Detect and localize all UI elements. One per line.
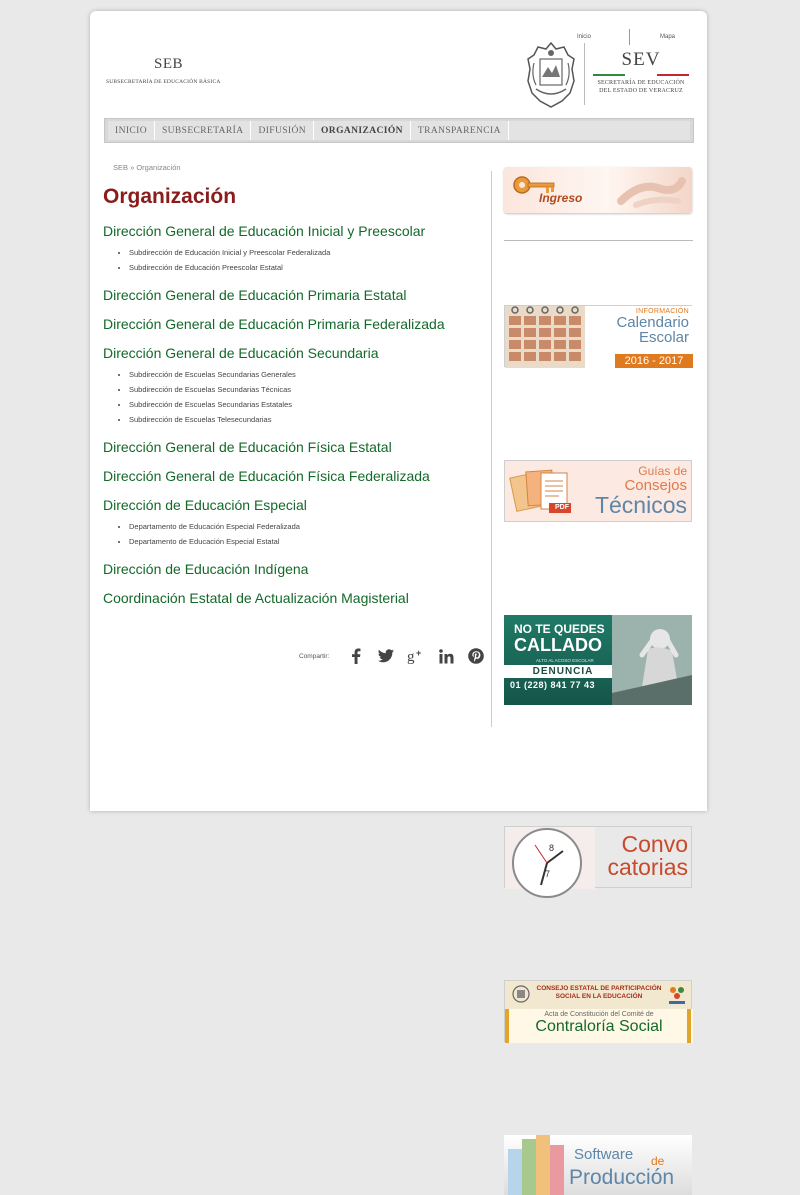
sev-name-line1: SECRETARÍA DE EDUCACIÓN [597,80,685,86]
documents-icon [511,465,579,521]
section-link-especial[interactable]: Dirección de Educación Especial [103,497,307,513]
sev-name-line2: DEL ESTADO DE VERACRUZ [599,88,683,94]
organization-list [103,223,483,607]
page-container [90,11,707,1189]
share-label: Compartir: [299,652,330,660]
sub-item[interactable]: • Subdirección de Educación Inicial y Preescolar Federalizada [129,245,483,260]
section-link-fisica-estatal[interactable]: Dirección General de Educación Física Estatal [103,439,392,455]
seb-abbr: SEB [154,56,184,72]
software-line1: Software [574,1146,634,1163]
hands-image [616,171,686,209]
acoso-line1: NO TE QUEDES [514,622,605,636]
svg-text:+: + [416,648,422,658]
main-nav [104,118,694,143]
google-plus-icon[interactable] [401,646,431,666]
child-figure-image [612,615,692,705]
acoso-line2: CALLADO [514,635,602,655]
convocatorias-banner[interactable] [504,826,692,888]
guias-line3: Técnicos [594,492,687,518]
seb-name: SUBSECRETARÍA DE EDUCACIÓN BÁSICA [106,79,221,85]
calendario-tag: INFORMACIÓN [635,308,689,315]
section-link-fisica-federalizada[interactable]: Dirección General de Educación Física Federalizada [103,468,430,484]
pinterest-icon[interactable] [461,646,491,666]
svg-text:8: 8 [549,843,555,853]
sub-item[interactable]: • Subdirección de Escuelas Secundarias Estatales [129,397,483,412]
clock-icon [505,827,595,889]
sev-abbr: SEV [621,49,661,70]
sub-item[interactable]: • Subdirección de Escuelas Secundarias Técnicas [129,382,483,397]
colored-blocks-icon [508,1135,568,1195]
calendario-line1: Calendario [616,314,689,331]
contraloria-line4: Contraloría Social [535,1018,663,1035]
calendario-years: 2016 - 2017 [615,354,693,368]
share-bar [299,646,491,666]
breadcrumb[interactable]: SEB » Organización [113,163,181,172]
acoso-phone: 01 (228) 841 77 43 [510,680,596,690]
contraloria-header [505,985,693,1001]
svg-text:7: 7 [545,869,551,879]
flag-stripe [593,74,689,76]
twitter-icon[interactable] [371,646,401,666]
ingreso-banner[interactable] [504,167,692,213]
svg-text:g: g [407,649,415,665]
acoso-denuncia: DENUNCIA [504,665,622,678]
sub-item[interactable]: • Departamento de Educación Especial Estatal [129,534,483,549]
sev-text [593,41,689,95]
acoso-small: ALTO AL ACOSO ESCOLAR [536,658,594,663]
veracruz-shield-icon [526,41,576,109]
page-title: Organización [103,185,237,208]
calendario-line2: Escolar [638,329,689,346]
convocatorias-line1: Convo [621,831,688,857]
section-link-inicial-preescolar[interactable]: Dirección General de Educación Inicial y Preescolar [103,223,426,239]
pdf-badge: PDF [555,504,569,511]
section-link-secundaria[interactable]: Dirección General de Educación Secundaria [103,345,379,361]
convocatorias-line2: catorias [607,854,688,880]
nav-item-inicio[interactable]: INICIO [108,121,155,140]
section-link-indigena[interactable]: Dirección de Educación Indígena [103,561,309,577]
linkedin-icon[interactable] [431,646,461,666]
contraloria-social-banner[interactable] [504,980,692,1042]
top-link-mapa[interactable]: Mapa [659,34,675,40]
contraloria-line3: Acta de Constitución del Comité de [544,1011,654,1018]
contraloria-line2: SOCIAL EN LA EDUCACIÓN [555,993,643,1000]
software-produccion-banner[interactable] [504,1135,692,1195]
nav-item-difusion[interactable]: DIFUSIÓN [251,121,314,140]
sub-item[interactable]: • Subdirección de Escuelas Secundarias Generales [129,367,483,382]
nav-filler [509,121,690,140]
ingreso-label: Ingreso [539,191,583,205]
section-link-primaria-federalizada[interactable]: Dirección General de Educación Primaria Federalizada [103,316,445,332]
sev-logo[interactable] [526,41,689,109]
contraloria-line1: CONSEJO ESTATAL DE PARTICIPACIÓN [536,985,662,992]
calendario-banner[interactable] [504,305,692,367]
guias-line1: Guías de [638,464,687,478]
sidebar-divider [491,171,492,727]
section-link-primaria-estatal[interactable]: Dirección General de Educación Primaria Estatal [103,287,407,303]
seb-logo[interactable] [106,56,221,85]
nav-item-transparencia[interactable]: TRANSPARENCIA [411,121,509,140]
convocatorias-text [607,833,688,879]
facebook-icon[interactable] [341,646,371,666]
nav-item-subsecretaria[interactable]: SUBSECRETARÍA [155,121,252,140]
top-link-inicio[interactable]: Inicio [576,34,591,40]
sub-item[interactable]: • Departamento de Educación Especial Federalizada [129,519,483,534]
section-link-actualizacion-magisterial[interactable]: Coordinación Estatal de Actualización Magisterial [103,590,409,606]
software-line2: de [651,1154,665,1168]
acoso-escolar-banner[interactable] [504,615,692,705]
sub-item[interactable]: • Subdirección de Educación Preescolar Estatal [129,260,483,275]
guias-banner[interactable] [504,460,692,522]
nav-item-organizacion[interactable]: ORGANIZACIÓN [314,121,411,140]
sev-divider [584,43,585,105]
guias-line2: Consejos [624,477,687,494]
calendar-icon [505,306,585,368]
sidebar-separator [504,240,693,241]
sub-item[interactable]: • Subdirección de Escuelas Telesecundarias [129,412,483,427]
software-line3: Producción [569,1166,675,1189]
